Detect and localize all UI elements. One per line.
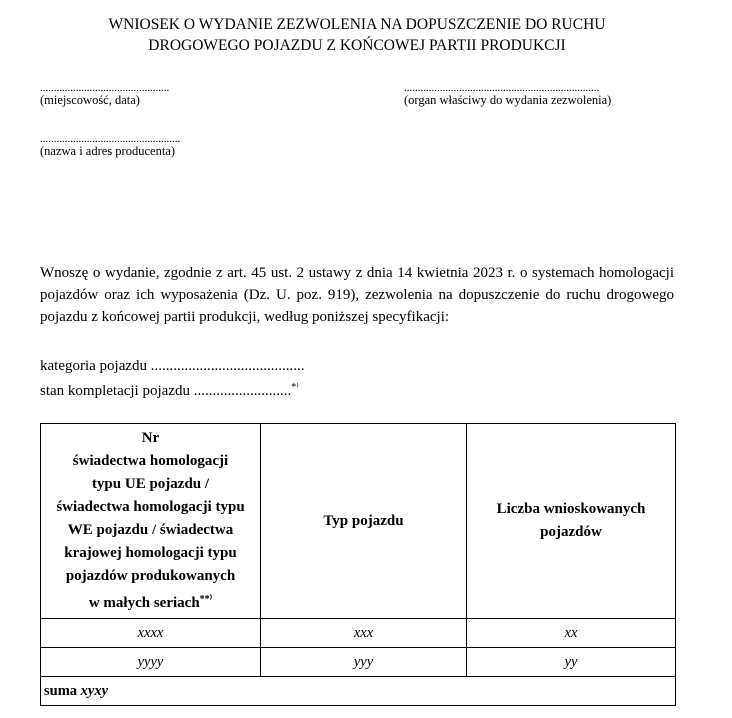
header-line: świadectwa homologacji typu [56, 499, 245, 515]
stan-label: stan kompletacji pojazdu [40, 383, 190, 399]
table-row [41, 619, 676, 648]
place-date-caption: (miejscowość, data) [40, 93, 140, 107]
request-paragraph: Wnoszę o wydanie, zgodnie z art. 45 ust. 2 ustawy z dnia 14 kwietnia 2023 r. o systemach homologacji pojazdów oraz ich wyposażenia (Dz. U. poz. 919), zezwolenia na dopuszczenie do ruchu drogowego pojazdu z końcowej partii produkcji, według poniższej specyfikacji: [40, 265, 674, 325]
organ-field [404, 84, 611, 108]
producer-field [40, 135, 180, 159]
category-line [40, 355, 305, 377]
header-line: pojazdów produkowanych [65, 568, 236, 584]
place-date-dots: ............................................... [40, 82, 170, 94]
table-cell: xxxx [41, 619, 261, 648]
producer-caption: (nazwa i adres producenta) [40, 144, 175, 158]
header-line: w małych seriach [88, 595, 200, 611]
header-line: świadectwa homologacji [72, 453, 229, 469]
table-cell: yyyy [41, 648, 261, 677]
category-dots: ......................................... [150, 358, 305, 374]
title-line-2: DROGOWEGO POJAZDU Z KOŃCOWEJ PARTII PRODUKCJI [148, 37, 566, 54]
header-line: typu UE pojazdu / [91, 476, 210, 492]
header-certificate-number [41, 424, 261, 619]
organ-dots: ....................................................................... [404, 82, 600, 94]
document-title [0, 14, 714, 56]
header-line: WE pojazdu / świadectwa [67, 522, 234, 538]
category-label: kategoria pojazdu [40, 358, 148, 374]
header-line: Liczba wnioskowanych [496, 501, 646, 517]
header-footnote: **⁾ [199, 594, 213, 605]
table-cell: yy [467, 648, 676, 677]
stan-dots: .......................... [193, 383, 292, 399]
place-date-field [40, 84, 169, 108]
table-header-row [41, 424, 676, 619]
table-cell: yyy [261, 648, 467, 677]
organ-caption: (organ właściwy do wydania zezwolenia) [404, 93, 612, 107]
header-line: krajowej homologacji typu [64, 545, 237, 561]
header-vehicle-count [467, 424, 676, 619]
header-vehicle-type: Typ pojazdu [261, 424, 467, 619]
stan-line [40, 377, 299, 402]
header-line: pojazdów [540, 524, 602, 540]
sum-label: suma [44, 683, 78, 699]
producer-dots: ................................................... [40, 133, 181, 145]
table-cell: xx [467, 619, 676, 648]
stan-footnote: *⁾ [291, 382, 299, 393]
sum-cell [41, 677, 676, 706]
table-cell: xxx [261, 619, 467, 648]
table-row [41, 648, 676, 677]
table-sum-row [41, 677, 676, 706]
specification-table [40, 423, 676, 706]
sum-value: xyxy [80, 683, 109, 699]
title-line-1: WNIOSEK O WYDANIE ZEZWOLENIA NA DOPUSZCZENIE DO RUCHU [108, 16, 606, 33]
header-line: Nr [141, 430, 160, 446]
